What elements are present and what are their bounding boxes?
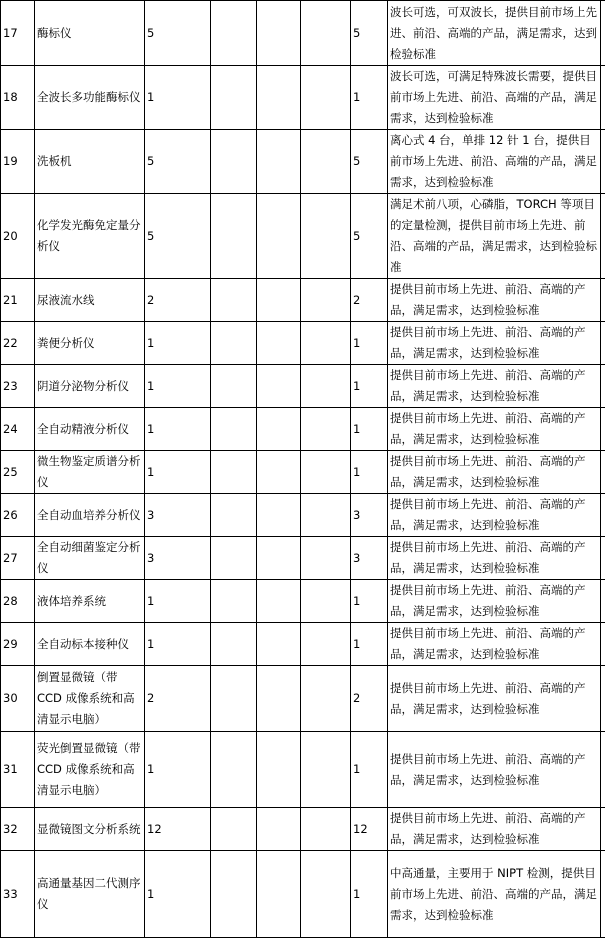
empty-cell [301, 494, 351, 537]
table-row [1, 66, 605, 130]
empty-cell [301, 365, 351, 408]
table-row [1, 194, 605, 279]
empty-cell [257, 365, 301, 408]
quantity-total-cell: 1 [351, 66, 388, 130]
row-number: 18 [1, 66, 35, 130]
empty-cell [601, 66, 605, 130]
equipment-name: 全自动精液分析仪 [35, 408, 145, 451]
row-number: 26 [1, 494, 35, 537]
empty-cell [601, 580, 605, 623]
row-number: 25 [1, 451, 35, 494]
quantity-total-cell: 1 [351, 623, 388, 666]
empty-cell [601, 808, 605, 851]
empty-cell [301, 732, 351, 808]
quantity-cell: 1 [145, 322, 211, 365]
equipment-name: 全自动标本接种仪 [35, 623, 145, 666]
empty-cell [601, 1, 605, 66]
empty-cell [257, 666, 301, 732]
empty-cell [257, 66, 301, 130]
empty-cell [257, 451, 301, 494]
quantity-cell: 1 [145, 408, 211, 451]
quantity-total-cell: 1 [351, 732, 388, 808]
requirement-description: 提供目前市场上先进、前沿、高端的产品，满足需求，达到检验标准 [388, 322, 601, 365]
table-row [1, 851, 605, 938]
empty-cell [601, 322, 605, 365]
equipment-name: 倒置显微镜（带 CCD 成像系统和高清显示电脑） [35, 666, 145, 732]
equipment-name: 洗板机 [35, 130, 145, 194]
equipment-name: 荧光倒置显微镜（带 CCD 成像系统和高清显示电脑） [35, 732, 145, 808]
equipment-name: 酶标仪 [35, 1, 145, 66]
empty-cell [211, 732, 257, 808]
empty-cell [301, 666, 351, 732]
empty-cell [601, 365, 605, 408]
row-number: 31 [1, 732, 35, 808]
quantity-cell: 1 [145, 451, 211, 494]
empty-cell [601, 279, 605, 322]
quantity-total-cell: 2 [351, 666, 388, 732]
empty-cell [211, 494, 257, 537]
requirement-description: 提供目前市场上先进、前沿、高端的产品，满足需求，达到检验标准 [388, 494, 601, 537]
quantity-total-cell: 5 [351, 130, 388, 194]
requirement-description: 离心式 4 台，单排 12 针 1 台，提供目前市场上先进、前沿、高端的产品，满足需求，达到检验标准 [388, 130, 601, 194]
empty-cell [257, 732, 301, 808]
equipment-name: 粪便分析仪 [35, 322, 145, 365]
table-row [1, 732, 605, 808]
quantity-cell: 12 [145, 808, 211, 851]
empty-cell [257, 194, 301, 279]
empty-cell [257, 408, 301, 451]
empty-cell [211, 666, 257, 732]
requirement-description: 提供目前市场上先进、前沿、高端的产品，满足需求，达到检验标准 [388, 580, 601, 623]
requirement-description: 提供目前市场上先进、前沿、高端的产品，满足需求，达到检验标准 [388, 408, 601, 451]
empty-cell [257, 1, 301, 66]
table-row [1, 408, 605, 451]
empty-cell [301, 451, 351, 494]
equipment-name: 显微镜图文分析系统 [35, 808, 145, 851]
quantity-total-cell: 3 [351, 537, 388, 580]
empty-cell [601, 408, 605, 451]
table-row [1, 623, 605, 666]
empty-cell [257, 130, 301, 194]
empty-cell [601, 623, 605, 666]
empty-cell [301, 66, 351, 130]
row-number: 22 [1, 322, 35, 365]
empty-cell [211, 322, 257, 365]
quantity-total-cell: 1 [351, 365, 388, 408]
empty-cell [301, 851, 351, 938]
empty-cell [211, 279, 257, 322]
empty-cell [211, 66, 257, 130]
table-row [1, 365, 605, 408]
table-row [1, 279, 605, 322]
row-number: 27 [1, 537, 35, 580]
empty-cell [211, 580, 257, 623]
quantity-total-cell: 12 [351, 808, 388, 851]
empty-cell [301, 537, 351, 580]
empty-cell [301, 1, 351, 66]
equipment-name: 全波长多功能酶标仪 [35, 66, 145, 130]
empty-cell [601, 194, 605, 279]
equipment-name: 高通量基因二代测序仪 [35, 851, 145, 938]
quantity-total-cell: 2 [351, 279, 388, 322]
table-row [1, 808, 605, 851]
quantity-cell: 3 [145, 537, 211, 580]
empty-cell [301, 808, 351, 851]
empty-cell [301, 408, 351, 451]
requirement-description: 波长可选，可双波长，提供目前市场上先进、前沿、高端的产品，满足需求，达到检验标准 [388, 1, 601, 66]
quantity-cell: 1 [145, 580, 211, 623]
empty-cell [601, 451, 605, 494]
empty-cell [211, 623, 257, 666]
empty-cell [211, 808, 257, 851]
quantity-total-cell: 1 [351, 322, 388, 365]
row-number: 24 [1, 408, 35, 451]
empty-cell [211, 408, 257, 451]
empty-cell [211, 194, 257, 279]
quantity-cell: 5 [145, 130, 211, 194]
quantity-cell: 2 [145, 666, 211, 732]
requirement-description: 提供目前市场上先进、前沿、高端的产品，满足需求，达到检验标准 [388, 279, 601, 322]
requirement-description: 提供目前市场上先进、前沿、高端的产品，满足需求，达到检验标准 [388, 365, 601, 408]
requirement-description: 提供目前市场上先进、前沿、高端的产品，满足需求，达到检验标准 [388, 451, 601, 494]
table-row [1, 666, 605, 732]
row-number: 17 [1, 1, 35, 66]
empty-cell [601, 130, 605, 194]
empty-cell [211, 130, 257, 194]
empty-cell [257, 537, 301, 580]
row-number: 29 [1, 623, 35, 666]
requirement-description: 提供目前市场上先进、前沿、高端的产品，满足需求，达到检验标准 [388, 808, 601, 851]
quantity-total-cell: 1 [351, 408, 388, 451]
quantity-cell: 2 [145, 279, 211, 322]
quantity-total-cell: 3 [351, 494, 388, 537]
empty-cell [301, 279, 351, 322]
empty-cell [601, 851, 605, 938]
requirement-description: 提供目前市场上先进、前沿、高端的产品，满足需求，达到检验标准 [388, 537, 601, 580]
quantity-cell: 5 [145, 1, 211, 66]
requirement-description: 提供目前市场上先进、前沿、高端的产品，满足需求，达到检验标准 [388, 623, 601, 666]
empty-cell [257, 851, 301, 938]
row-number: 21 [1, 279, 35, 322]
empty-cell [211, 537, 257, 580]
requirement-description: 提供目前市场上先进、前沿、高端的产品，满足需求，达到检验标准 [388, 732, 601, 808]
empty-cell [601, 732, 605, 808]
quantity-cell: 1 [145, 365, 211, 408]
requirement-description: 中高通量，主要用于 NIPT 检测，提供目前市场上先进、前沿、高端的产品，满足需求，达到检验标准 [388, 851, 601, 938]
empty-cell [301, 322, 351, 365]
empty-cell [601, 537, 605, 580]
table-row [1, 1, 605, 66]
row-number: 32 [1, 808, 35, 851]
row-number: 23 [1, 365, 35, 408]
requirement-description: 提供目前市场上先进、前沿、高端的产品，满足需求，达到检验标准 [388, 666, 601, 732]
row-number: 33 [1, 851, 35, 938]
empty-cell [211, 851, 257, 938]
empty-cell [211, 451, 257, 494]
row-number: 30 [1, 666, 35, 732]
row-number: 20 [1, 194, 35, 279]
empty-cell [301, 130, 351, 194]
quantity-total-cell: 1 [351, 451, 388, 494]
empty-cell [301, 194, 351, 279]
table-row [1, 537, 605, 580]
equipment-table-body [1, 1, 605, 938]
quantity-cell: 1 [145, 623, 211, 666]
empty-cell [257, 808, 301, 851]
table-row [1, 451, 605, 494]
table-row [1, 322, 605, 365]
row-number: 28 [1, 580, 35, 623]
empty-cell [301, 580, 351, 623]
empty-cell [257, 580, 301, 623]
quantity-cell: 1 [145, 66, 211, 130]
quantity-total-cell: 1 [351, 851, 388, 938]
empty-cell [301, 623, 351, 666]
quantity-cell: 3 [145, 494, 211, 537]
row-number: 19 [1, 130, 35, 194]
quantity-cell: 5 [145, 194, 211, 279]
equipment-name: 微生物鉴定质谱分析仪 [35, 451, 145, 494]
empty-cell [257, 623, 301, 666]
quantity-total-cell: 5 [351, 194, 388, 279]
quantity-cell: 1 [145, 851, 211, 938]
empty-cell [211, 1, 257, 66]
equipment-name: 化学发光酶免定量分析仪 [35, 194, 145, 279]
quantity-total-cell: 5 [351, 1, 388, 66]
equipment-name: 尿液流水线 [35, 279, 145, 322]
empty-cell [211, 365, 257, 408]
table-row [1, 494, 605, 537]
empty-cell [257, 322, 301, 365]
table-row [1, 130, 605, 194]
equipment-name: 全自动细菌鉴定分析仪 [35, 537, 145, 580]
empty-cell [601, 666, 605, 732]
empty-cell [257, 494, 301, 537]
equipment-name: 阴道分泌物分析仪 [35, 365, 145, 408]
equipment-name: 液体培养系统 [35, 580, 145, 623]
table-row [1, 580, 605, 623]
empty-cell [601, 494, 605, 537]
requirement-description: 波长可选，可满足特殊波长需要，提供目前市场上先进、前沿、高端的产品，满足需求，达到检验标准 [388, 66, 601, 130]
requirement-description: 满足术前八项，心磷脂，TORCH 等项目的定量检测，提供目前市场上先进、前沿、高端的产品，满足需求，达到检验标准 [388, 194, 601, 279]
quantity-cell: 1 [145, 732, 211, 808]
equipment-name: 全自动血培养分析仪 [35, 494, 145, 537]
empty-cell [257, 279, 301, 322]
quantity-total-cell: 1 [351, 580, 388, 623]
